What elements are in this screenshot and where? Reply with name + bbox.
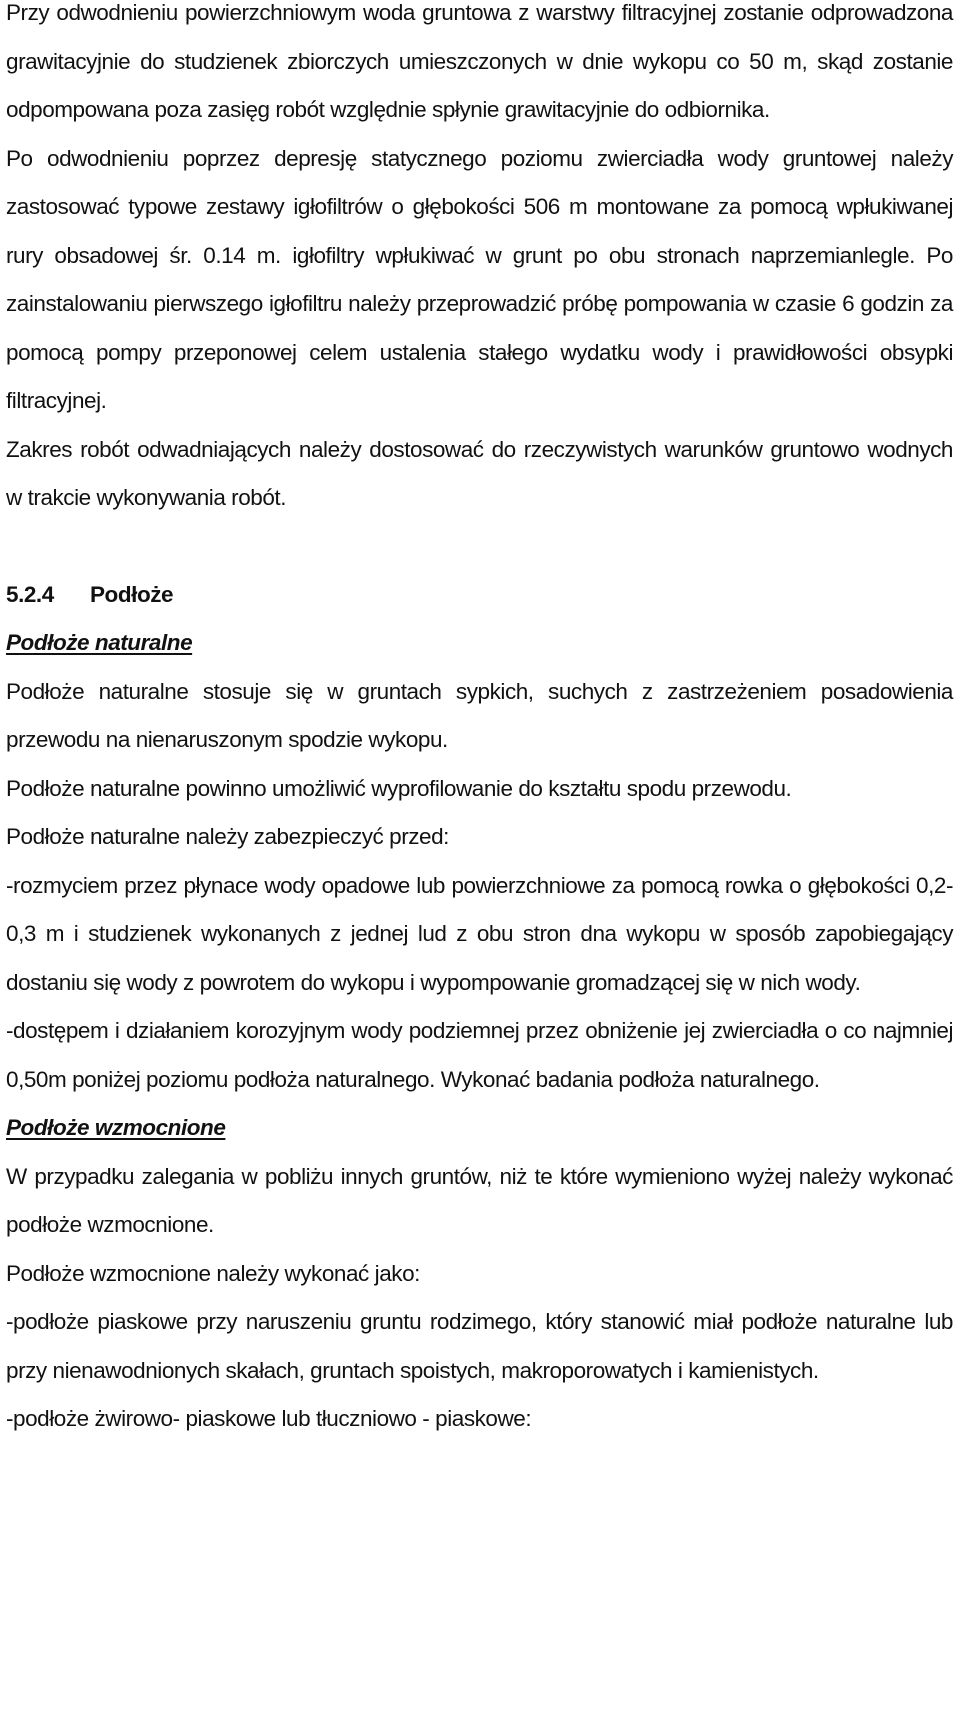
paragraph-reinforced-3: -podłoże piaskowe przy naruszeniu gruntu rodzimego, który stanowić miał podłoże naturalne lub przy nienawodnionych skałach, gruntach spoistych, makroporowatych i kamienistych.	[6, 1309, 953, 1383]
paragraph-needle-filters: Po odwodnieniu poprzez depresję statycznego poziomu zwierciadła wody gruntowej należy zastosować typowe zestawy igłofiltrów o głębokości 506 m montowane za pomocą wpłukiwanej rury obsadowej śr. 0.14 m. igłofiltry wpłukiwać w grunt po obu stronach naprzemianlegle. Po zainstalowaniu pierwszego igłofiltru należy przeprowadzić próbę pompowania w czasie 6 godzin za pomocą pompy przeponowej celem ustalenia stałego wydatku wody i prawidłowości obsypki filtracyjnej.	[6, 145, 953, 413]
subheading-natural-subgrade: Podłoże naturalne	[6, 630, 193, 655]
paragraph-surface-drainage: Przy odwodnieniu powierzchniowym woda gruntowa z warstwy filtracyjnej zostanie odprowadzona grawitacyjnie do studzienek zbiorczych umieszczonych w dnie wykopu co 50 m, skąd zostanie odpompowana poza zasięg robót względnie spłynie grawitacyjnie do odbiornika.	[6, 0, 953, 122]
paragraph-reinforced-2: Podłoże wzmocnione należy wykonać jako:	[6, 1260, 420, 1286]
paragraph-natural-3: Podłoże naturalne należy zabezpieczyć przed:	[6, 824, 449, 849]
paragraph-drainage-scope: Zakres robót odwadniających należy dostosować do rzeczywistych warunków gruntowo wodnych w trakcie wykonywania robót.	[6, 436, 953, 510]
paragraph-natural-4: -rozmyciem przez płynace wody opadowe lub powierzchniowe za pomocą rowka o głębokości 0,2-0,3 m i studzienek wykonanych z jednej lud z obu stron dna wykopu w sposób zapobiegający dostaniu się wody z powrotem do wykopu i wypompowanie gromadzącej się w nich wody.	[6, 872, 953, 995]
section-spacer	[6, 523, 953, 571]
paragraph-reinforced-4: -podłoże żwirowo- piaskowe lub tłuczniowo - piaskowe:	[6, 1406, 532, 1431]
section-number: 5.2.4	[6, 581, 54, 607]
paragraph-natural-5: -dostępem i działaniem korozyjnym wody podziemnej przez obniżenie jej zwierciadła o co najmniej 0,50m poniżej poziomu podłoża naturalnego. Wykonać badania podłoża naturalnego.	[6, 1018, 953, 1092]
paragraph-natural-2: Podłoże naturalne powinno umożliwić wyprofilowanie do kształtu spodu przewodu.	[6, 775, 792, 801]
paragraph-reinforced-1: W przypadku zalegania w pobliżu innych gruntów, niż te które wymieniono wyżej należy wykonać podłoże wzmocnione.	[6, 1163, 953, 1237]
subheading-reinforced-subgrade: Podłoże wzmocnione	[6, 1115, 226, 1140]
section-heading	[6, 571, 953, 620]
section-title: Podłoże	[90, 581, 174, 607]
paragraph-natural-1: Podłoże naturalne stosuje się w gruntach sypkich, suchych z zastrzeżeniem posadowienia przewodu na nienaruszonym spodzie wykopu.	[6, 678, 953, 752]
